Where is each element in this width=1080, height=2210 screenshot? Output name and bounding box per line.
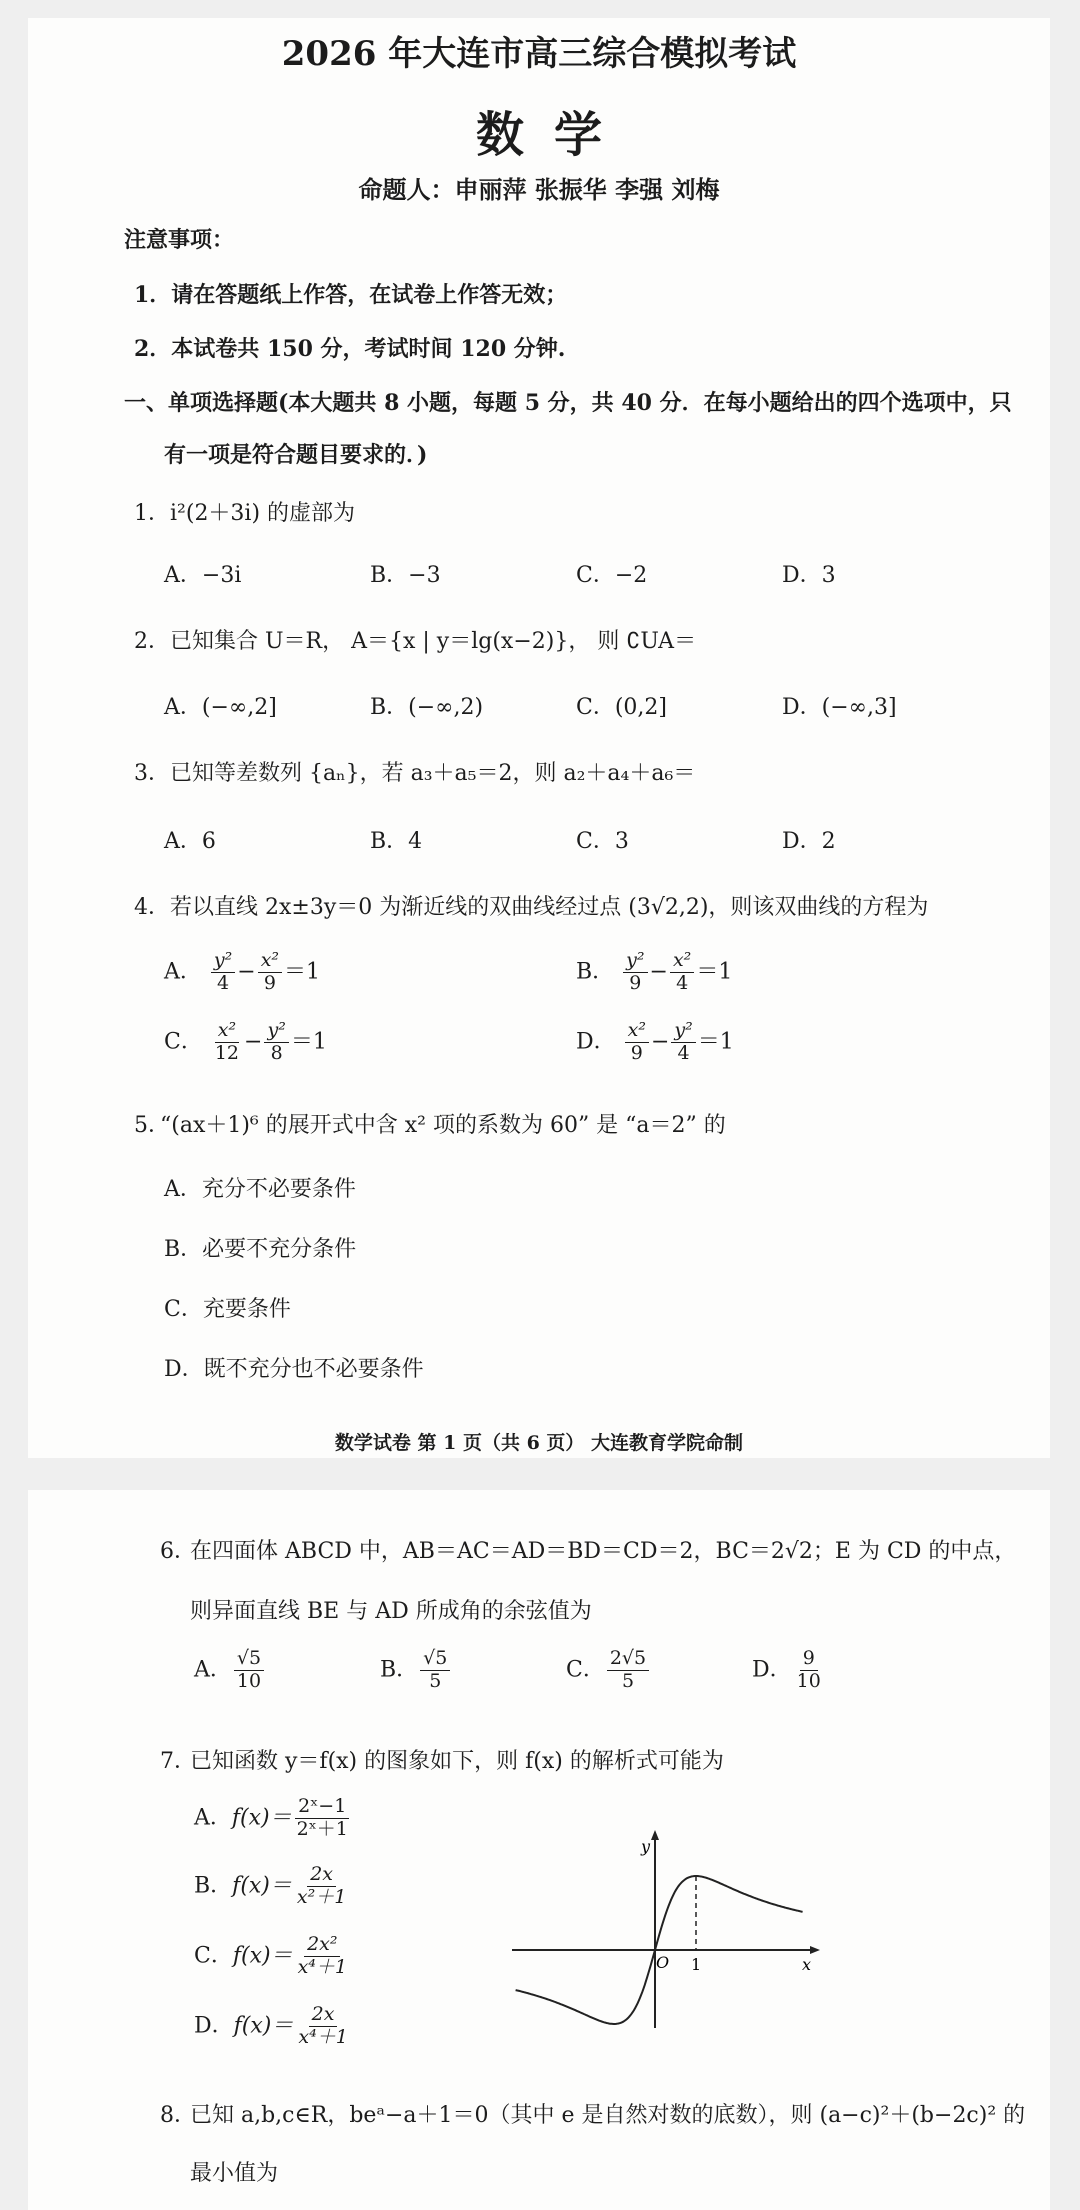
q4-number: 4． [134,895,170,920]
q4-d-num-2: y² [671,1020,695,1043]
graph-tick-label: 1 [691,1955,702,1974]
subject-title: 数学 [475,107,632,163]
q7-option-b-label: B． [194,1873,233,1899]
q4-a-den-1: 4 [217,971,230,994]
q7-number: 7． [160,1749,196,1774]
q5-number: 5． [134,1113,170,1138]
q4-option-b-label: B． [576,959,615,985]
q3-option-a: A．6 [164,829,216,854]
q7-a-den: 2ˣ＋1 [296,1817,348,1840]
q6-d-frac [794,1648,824,1693]
q6-b-num: √5 [420,1648,450,1671]
q7-option-b [194,1864,351,1909]
q5-stem: “(ax＋1)⁶ 的展开式中含 x² 项的系数为 60” 是 “a＝2” 的 [160,1113,726,1138]
q4-b-frac-1 [623,950,647,995]
q6-option-a-label: A． [194,1657,232,1683]
q6-a-den: 10 [236,1669,262,1692]
q1-stem: i²(2＋3i) 的虚部为 [170,501,356,526]
notice-heading: 注意事项： [124,227,235,253]
q5-option-b: B．必要不充分条件 [164,1237,357,1262]
q3-option-c: C．3 [576,829,629,854]
q6-a-frac [234,1648,264,1693]
exam-title: 2026 年大连市高三综合模拟考试 [281,34,797,74]
q4-c-den-1: 12 [214,1041,240,1064]
q6-a-num: √5 [234,1648,264,1671]
q4-a-num-1: y² [211,950,235,973]
q4-c-frac-2 [264,1020,288,1065]
q7-d-num: 2x [309,2004,338,2027]
q7-stem: 已知函数 y＝f(x) 的图象如下，则 f(x) 的解析式可能为 [190,1749,724,1774]
q6-option-d-label: D． [752,1657,792,1683]
q2-option-b: B．(−∞,2) [370,695,484,720]
q4-a-frac-1 [211,950,235,995]
q7-a-frac [294,1796,351,1841]
q2-option-d: D．(−∞,3] [782,695,897,720]
q8-stem-line1: 已知 a,b,c∈R，beᵃ−a＋1＝0（其中 e 是自然对数的底数），则 (a−c)²＋(b−2c)² 的 [190,2103,1026,2128]
graph-origin-label: O [656,1953,670,1972]
q7-b-frac [294,1864,349,1909]
q6-option-b [380,1648,452,1693]
graph-y-label: y [641,1837,651,1856]
graph-x-label: x [802,1955,812,1974]
q6-c-num: 2√5 [607,1648,649,1671]
q4-c-den-2: 8 [270,1041,283,1064]
q4-d-rhs: ＝1 [697,1029,734,1055]
q2-stem: 已知集合 U＝R， A＝{x | y＝lg(x−2)}， 则 ∁UA＝ [170,629,697,654]
q4-b-minus: − [649,959,668,985]
q7-b-den: x²＋1 [296,1885,347,1908]
q3-option-b: B．4 [370,829,423,854]
notice-item-2: 2．本试卷共 150 分，考试时间 120 分钟. [134,336,566,362]
q8-stem-line2: 最小值为 [190,2161,279,2186]
q1-option-b: B．−3 [370,563,441,588]
q7-option-c [194,1934,352,1979]
q4-c-minus: − [244,1029,263,1055]
q1-option-d: D．3 [782,563,836,588]
q2-number: 2． [134,629,170,654]
q6-option-c-label: C． [566,1657,605,1683]
q4-d-minus: − [650,1029,670,1055]
q7-option-c-label: C． [194,1943,233,1969]
q4-b-den-1: 9 [629,971,642,994]
q7-d-fx: f(x)＝ [233,2013,294,2039]
q4-option-c [164,1020,327,1065]
graph-x-arrow [810,1946,820,1954]
q7-d-frac [295,2004,350,2049]
q6-b-frac [420,1648,450,1693]
q7-option-d [194,2004,353,2049]
section-1-heading: 一、单项选择题(本大题共 8 小题，每题 5 分，共 40 分．在每小题给出的四个选项中，只 [124,390,1012,416]
q4-b-rhs: ＝1 [696,959,733,985]
q4-option-a-label: A． [164,959,202,985]
exam-page-1 [28,18,1050,1458]
q6-d-den: 10 [796,1669,821,1692]
q4-a-minus: − [237,959,256,985]
q4-option-d [576,1020,734,1065]
q4-stem: 若以直线 2x±3y＝0 为渐近线的双曲线经过点 (3√2,2)，则该双曲线的方程为 [170,895,929,920]
q7-c-den: x⁴＋1 [297,1955,347,1978]
section-1-heading-cont: 有一项是符合题目要求的．) [164,442,428,468]
q1-option-c: C．−2 [576,563,648,588]
q4-b-den-2: 4 [676,971,689,994]
q6-c-den: 5 [621,1669,635,1692]
q8-number: 8． [160,2103,196,2128]
q7-function-graph [480,1828,830,2038]
q4-d-frac-2 [671,1020,695,1065]
q2-option-a: A．(−∞,2] [164,695,277,720]
q7-d-den: x⁴＋1 [298,2025,348,2048]
authors-line: 命题人：申丽萍 张振华 李强 刘梅 [358,175,720,204]
q4-option-b [576,950,732,995]
graph-y-arrow [651,1830,659,1840]
q4-option-c-label: C． [164,1029,203,1055]
q7-b-num: 2x [307,1864,336,1887]
q3-stem: 已知等差数列 {aₙ}，若 a₃＋a₅＝2，则 a₂＋a₄＋a₆＝ [170,761,696,786]
q7-option-a [194,1796,353,1841]
q1-number: 1． [134,501,170,526]
q6-option-b-label: B． [380,1657,419,1683]
q6-stem-line1: 在四面体 ABCD 中，AB＝AC＝AD＝BD＝CD＝2，BC＝2√2；E 为 CD 的中点， [190,1539,1017,1564]
q4-b-frac-2 [670,950,694,995]
q7-b-fx: f(x)＝ [232,1873,292,1899]
q6-number: 6． [160,1539,196,1564]
q4-a-rhs: ＝1 [284,959,321,985]
q6-option-c [566,1648,651,1693]
q5-option-a: A．充分不必要条件 [164,1177,356,1202]
q7-a-num: 2ˣ−1 [295,1796,349,1819]
q4-d-den-1: 9 [630,1041,643,1064]
q6-option-a [194,1648,266,1693]
q7-option-d-label: D． [194,2013,234,2039]
exam-page-2 [28,1490,1050,2210]
q3-number: 3． [134,761,170,786]
q6-c-frac [607,1648,649,1693]
q6-b-den: 5 [429,1669,442,1692]
q2-option-c: C．(0,2] [576,695,667,720]
q4-a-frac-2 [258,950,282,995]
q7-a-fx: f(x)＝ [231,1805,292,1831]
notice-item-1: 1．请在答题纸上作答，在试卷上作答无效； [134,282,568,308]
q6-option-d [752,1648,826,1693]
q4-d-den-2: 4 [677,1041,690,1064]
q4-c-rhs: ＝1 [290,1029,327,1055]
q4-c-frac-1 [212,1020,242,1065]
q4-option-a [164,950,320,995]
q4-option-d-label: D． [576,1029,616,1055]
q1-option-a: A．−3i [164,563,242,588]
q7-c-num: 2x² [304,1934,340,1957]
page-footer: 数学试卷 第 1 页（共 6 页） 大连教育学院命制 [334,1432,744,1454]
q7-c-frac [295,1934,350,1979]
q7-c-fx: f(x)＝ [232,1943,293,1969]
q4-d-frac-1 [625,1020,649,1065]
q6-stem-line2: 则异面直线 BE 与 AD 所成角的余弦值为 [190,1599,592,1624]
q4-c-num-1: x² [215,1020,239,1043]
q3-option-d: D．2 [782,829,836,854]
q5-option-c: C．充要条件 [164,1297,291,1322]
q4-a-den-2: 9 [263,971,276,994]
q4-c-num-2: y² [264,1020,288,1043]
q4-d-num-1: x² [625,1020,649,1043]
q4-b-num-1: y² [623,950,647,973]
q4-b-num-2: x² [670,950,694,973]
q6-d-num: 9 [800,1648,818,1671]
q7-option-a-label: A． [194,1805,232,1831]
q4-a-num-2: x² [258,950,282,973]
q5-option-d: D．既不充分也不必要条件 [164,1357,424,1382]
